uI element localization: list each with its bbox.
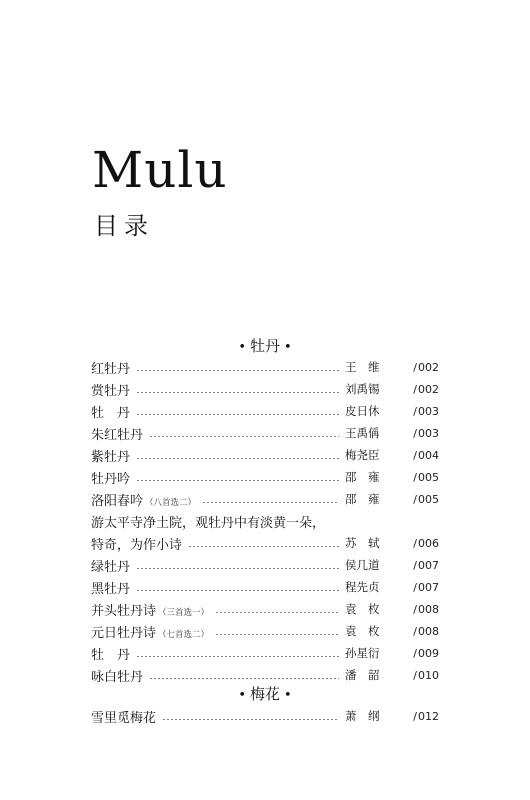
page-title: 目录 xyxy=(94,212,154,240)
entry-title: 紫牡丹 xyxy=(91,449,131,465)
entry-author: 程先贞 xyxy=(345,580,380,594)
section-heading-plum xyxy=(0,684,530,706)
entry-author: 袁 枚 xyxy=(345,602,380,616)
entry-author: 王 维 xyxy=(345,360,380,374)
page-title-latin: Mulu xyxy=(92,141,228,199)
entry-page: /008 xyxy=(413,602,439,616)
dot-leader xyxy=(136,458,339,459)
toc-entry[interactable] xyxy=(91,356,439,378)
toc-entry[interactable] xyxy=(91,576,439,598)
toc-entry[interactable] xyxy=(91,422,439,444)
entry-title: 游太平寺净土院，观牡丹中有淡黄一朵， xyxy=(91,515,326,531)
bullet-icon: • xyxy=(284,340,292,355)
entry-author: 皮日休 xyxy=(345,404,380,418)
dot-leader xyxy=(136,590,339,591)
bullet-icon: • xyxy=(284,688,292,703)
dot-leader xyxy=(202,502,339,503)
entry-title: 并头牡丹诗 （三首选一） xyxy=(91,603,210,619)
toc-entry[interactable] xyxy=(91,554,439,576)
entry-title: 雪里觅梅花 xyxy=(91,710,157,726)
dot-leader xyxy=(149,678,339,679)
toc-entry[interactable] xyxy=(91,620,439,642)
dot-leader xyxy=(136,480,339,481)
entry-page: /012 xyxy=(413,709,439,723)
bullet-icon: • xyxy=(238,688,246,703)
entry-note: （三首选一） xyxy=(158,607,210,618)
entry-author: 孙星衍 xyxy=(345,646,380,660)
entry-title: 牡丹吟 xyxy=(91,471,131,487)
entry-page: /009 xyxy=(413,646,439,660)
entry-title: 特奇，为作小诗 xyxy=(91,537,183,553)
toc-entry[interactable] xyxy=(91,598,439,620)
entry-page: /007 xyxy=(413,580,439,594)
entry-note: （八首选二） xyxy=(145,497,197,508)
dot-leader xyxy=(136,656,339,657)
dot-leader xyxy=(136,370,339,371)
toc-entry[interactable] xyxy=(91,466,439,488)
entry-page: /006 xyxy=(413,536,439,550)
entry-title: 朱红牡丹 xyxy=(91,427,144,443)
entry-title: 赏牡丹 xyxy=(91,383,131,399)
section-heading-label: 牡丹 xyxy=(249,337,280,355)
toc-entry[interactable] xyxy=(91,444,439,466)
toc-entry[interactable] xyxy=(91,642,439,664)
entry-author: 苏 轼 xyxy=(345,536,380,550)
section-heading-peony xyxy=(0,336,530,358)
entry-title: 红牡丹 xyxy=(91,361,131,377)
entry-title: 元日牡丹诗 （七首选二） xyxy=(91,625,210,641)
dot-leader xyxy=(136,414,339,415)
entry-title: 绿牡丹 xyxy=(91,559,131,575)
entry-author: 王禹偁 xyxy=(345,426,380,440)
toc-entry[interactable] xyxy=(91,664,439,686)
entry-page: /008 xyxy=(413,624,439,638)
entry-page: /002 xyxy=(413,360,439,374)
entry-author: 刘禹锡 xyxy=(345,382,380,396)
entry-page: /010 xyxy=(413,668,439,682)
entry-title: 黑牡丹 xyxy=(91,581,131,597)
dot-leader xyxy=(188,546,339,547)
entry-author: 袁 枚 xyxy=(345,624,380,638)
dot-leader xyxy=(215,612,339,613)
toc-entry-continued[interactable] xyxy=(91,510,439,532)
bullet-icon: • xyxy=(238,340,246,355)
entry-page: /002 xyxy=(413,382,439,396)
entry-page: /007 xyxy=(413,558,439,572)
entry-page: /005 xyxy=(413,470,439,484)
entry-title: 牡 丹 xyxy=(91,647,131,663)
dot-leader xyxy=(215,634,339,635)
dot-leader xyxy=(136,392,339,393)
toc-entry[interactable] xyxy=(91,705,439,727)
dot-leader xyxy=(162,719,339,720)
entry-note: （七首选二） xyxy=(158,629,210,640)
section-heading-label: 梅花 xyxy=(249,685,280,703)
entry-author: 邵 雍 xyxy=(345,470,380,484)
entry-author: 梅尧臣 xyxy=(345,448,380,462)
entry-title: 洛阳春吟 （八首选二） xyxy=(91,493,197,509)
toc-entry[interactable] xyxy=(91,378,439,400)
entry-title: 咏白牡丹 xyxy=(91,669,144,685)
entry-author: 侯几道 xyxy=(345,558,380,572)
entry-title: 牡 丹 xyxy=(91,405,131,421)
dot-leader xyxy=(136,568,339,569)
toc-entry[interactable] xyxy=(91,532,439,554)
dot-leader xyxy=(149,436,339,437)
toc-entry[interactable] xyxy=(91,400,439,422)
entry-author: 邵 雍 xyxy=(345,492,380,506)
entry-page: /004 xyxy=(413,448,439,462)
entry-author: 潘 韶 xyxy=(345,668,380,682)
entry-author: 萧 纲 xyxy=(345,709,380,723)
toc-entry[interactable] xyxy=(91,488,439,510)
entry-page: /003 xyxy=(413,426,439,440)
entry-page: /003 xyxy=(413,404,439,418)
entry-page: /005 xyxy=(413,492,439,506)
